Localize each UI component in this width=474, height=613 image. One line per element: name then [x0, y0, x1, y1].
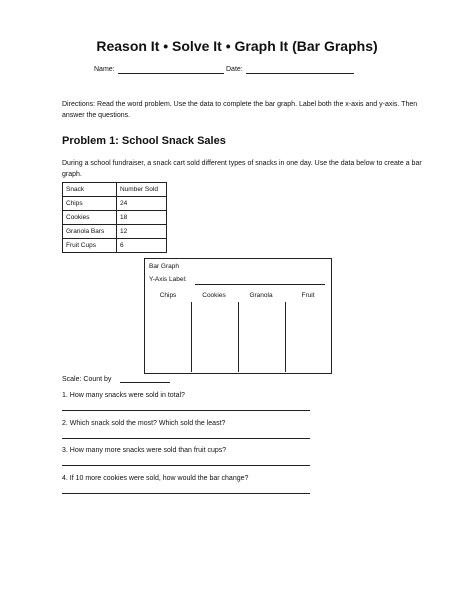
table-cell: Cookies: [63, 211, 117, 225]
table-row: [63, 211, 167, 225]
page-title: Reason It • Solve It • Graph It (Bar Graphs): [96, 38, 378, 54]
graph-column-divider: [238, 302, 239, 372]
question-4: 4. If 10 more cookies were sold, how would the bar change?: [62, 475, 249, 482]
snack-data-table: [62, 182, 167, 253]
graph-column-divider: [285, 302, 286, 372]
question-1: 1. How many snacks were sold in total?: [62, 392, 185, 399]
problem-text: During a school fundraiser, a snack cart sold different types of snacks in one day. Use the data below to create a bar graph.: [62, 160, 422, 178]
table-header-cell: Snack: [63, 183, 117, 197]
graph-category-label: Cookies: [202, 292, 226, 299]
name-label: Name:: [94, 66, 115, 73]
table-row: [63, 197, 167, 211]
question-2: 2. Which snack sold the most? Which sold the least?: [62, 420, 226, 427]
table-row: [63, 239, 167, 253]
table-cell: 12: [117, 225, 167, 239]
answer-line-2[interactable]: [62, 438, 310, 439]
name-field-line[interactable]: [118, 73, 224, 74]
table-cell: Chips: [63, 197, 117, 211]
bar-graph-box: [144, 258, 332, 374]
table-cell: Fruit Cups: [63, 239, 117, 253]
directions-text: Directions: Read the word problem. Use the data to complete the bar graph. Label both the x-axis and y-axis. Then answer the questions.: [62, 101, 418, 119]
table-header-cell: Number Sold: [117, 183, 167, 197]
graph-column-divider: [191, 302, 192, 372]
date-label: Date:: [226, 66, 243, 73]
y-axis-label: Y-Axis Label:: [149, 276, 187, 283]
answer-line-4[interactable]: [62, 493, 310, 494]
question-3: 3. How many more snacks were sold than fruit cups?: [62, 447, 227, 454]
scale-label: Scale: Count by: [62, 376, 112, 383]
table-cell: 18: [117, 211, 167, 225]
table-cell: 6: [117, 239, 167, 253]
graph-category-label: Fruit: [301, 292, 315, 299]
graph-category-label: Granola: [249, 292, 273, 299]
scale-answer-line[interactable]: [120, 382, 170, 383]
table-row: [63, 225, 167, 239]
answer-line-1[interactable]: [62, 410, 310, 411]
graph-title: Bar Graph: [149, 263, 179, 270]
table-cell: 24: [117, 197, 167, 211]
date-field-line[interactable]: [246, 73, 354, 74]
answer-line-3[interactable]: [62, 465, 310, 466]
table-header-row: [63, 183, 167, 197]
y-axis-label-line[interactable]: [195, 284, 325, 285]
problem-heading: Problem 1: School Snack Sales: [62, 135, 226, 147]
table-cell: Granola Bars: [63, 225, 117, 239]
graph-category-label: Chips: [159, 292, 177, 299]
